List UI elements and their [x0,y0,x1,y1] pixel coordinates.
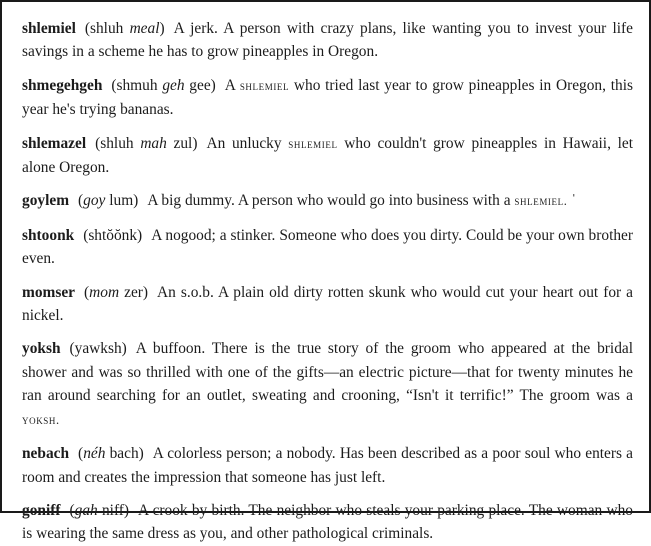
pronunciation-text: (shmuh [111,76,163,94]
entry-term: shtoonk [22,226,75,244]
definition-text: An s.o.b. A plain old dirty rotten skunk who would cut your heart out for a nickel. [22,283,633,325]
pronunciation-stressed-syllable: goy [83,192,106,210]
entry-term: nebach [22,445,70,463]
definition-text: A colorless person; a nobody. Has been described as a poor soul who enters a room and creates the impression that someone has just left. [22,445,633,486]
pronunciation-text: zul) [166,134,198,152]
entry-definition [147,192,576,209]
definition-text: An unlucky [206,134,289,152]
entry-pronunciation [70,340,127,357]
cross-reference-term: shlemiel. [514,194,568,209]
glossary-entry-shtoonk [22,224,633,271]
glossary-entry-yoksh [22,337,633,432]
entry-pronunciation [83,227,142,244]
glossary-entry-shmegehgeh [22,74,633,122]
pronunciation-text: (shluh [95,134,141,152]
entry-term: momser [22,283,75,301]
definition-text: who couldn't grow pineapples in Hawaii, let alone Oregon. [22,134,634,177]
entry-pronunciation [84,284,148,301]
entry-term: shlemiel [22,20,76,37]
entry-pronunciation [69,502,129,519]
glossary-entry-shlemazel [22,132,633,180]
pronunciation-text: lum) [105,192,139,210]
pronunciation-text: ) [159,20,165,37]
pronunciation-stressed-syllable: meal [129,20,160,37]
entry-pronunciation [111,77,215,94]
glossary-entry-momser [22,281,633,328]
definition-text: A crook by birth. The neighbor who steals your parking place. The woman who is wearing the same dress as you, and other pathological criminals. [22,501,633,543]
glossary-entry-goniff [22,499,633,546]
definition-text: A nogood; a stinker. Someone who does you dirty. Could be your own brother even. [22,226,633,268]
pronunciation-text: (yawksh) [69,340,127,358]
pronunciation-text: (shluh [84,20,130,37]
definition-text: ˈ [567,192,577,210]
definition-text: who tried last year to grow pineapples in Oregon, this year he's trying bananas. [22,76,633,119]
entry-pronunciation [78,445,144,462]
pronunciation-text: bach) [105,445,144,463]
pronunciation-text: niff) [97,501,130,519]
pronunciation-stressed-syllable: gah [74,501,98,519]
definition-text: A big dummy. A person who would go into business with a [147,192,515,210]
cross-reference-term: yoksh. [22,412,60,427]
pronunciation-text: ( [78,192,84,210]
cross-reference-term: shlemiel [288,136,338,151]
pronunciation-text: ( [69,501,75,519]
pronunciation-text: ( [84,283,90,301]
entry-term: yoksh [22,340,61,358]
glossary-entry-shlemiel [22,17,633,64]
definition-text: A buffoon. There is the true story of the groom who appeared at the bridal shower and was so thrilled with one of the gifts—an electric picture—that for twenty minutes he ran around searching for an outlet, sweating and crooning, “Isn't it terrific!” The groom was a [22,340,633,405]
entry-list [22,17,633,546]
pronunciation-text: ( [78,445,84,463]
definition-text: A [224,76,240,94]
entry-term: goylem [22,192,70,210]
entry-pronunciation [95,135,197,152]
definition-text: A jerk. A person with crazy plans, like wanting you to invest your life savings in a scheme he has to grow pineapples in Oregon. [22,20,633,61]
pronunciation-stressed-syllable: mah [140,134,167,152]
entry-pronunciation [85,20,165,37]
pronunciation-text: (shtŏŏnk) [83,226,143,244]
pronunciation-text: gee) [184,76,216,94]
pronunciation-stressed-syllable: mom [89,283,120,301]
entry-term: shmegehgeh [22,76,103,94]
glossary-entry-nebach [22,442,633,489]
entry-term: shlemazel [22,134,87,152]
glossary-entry-goylem [22,189,633,213]
pronunciation-stressed-syllable: néh [83,445,106,463]
entry-pronunciation [78,192,138,209]
entry-term: goniff [22,501,61,519]
cross-reference-term: shlemiel [239,78,290,93]
pronunciation-stressed-syllable: geh [162,76,185,94]
pronunciation-text: zer) [119,283,149,301]
